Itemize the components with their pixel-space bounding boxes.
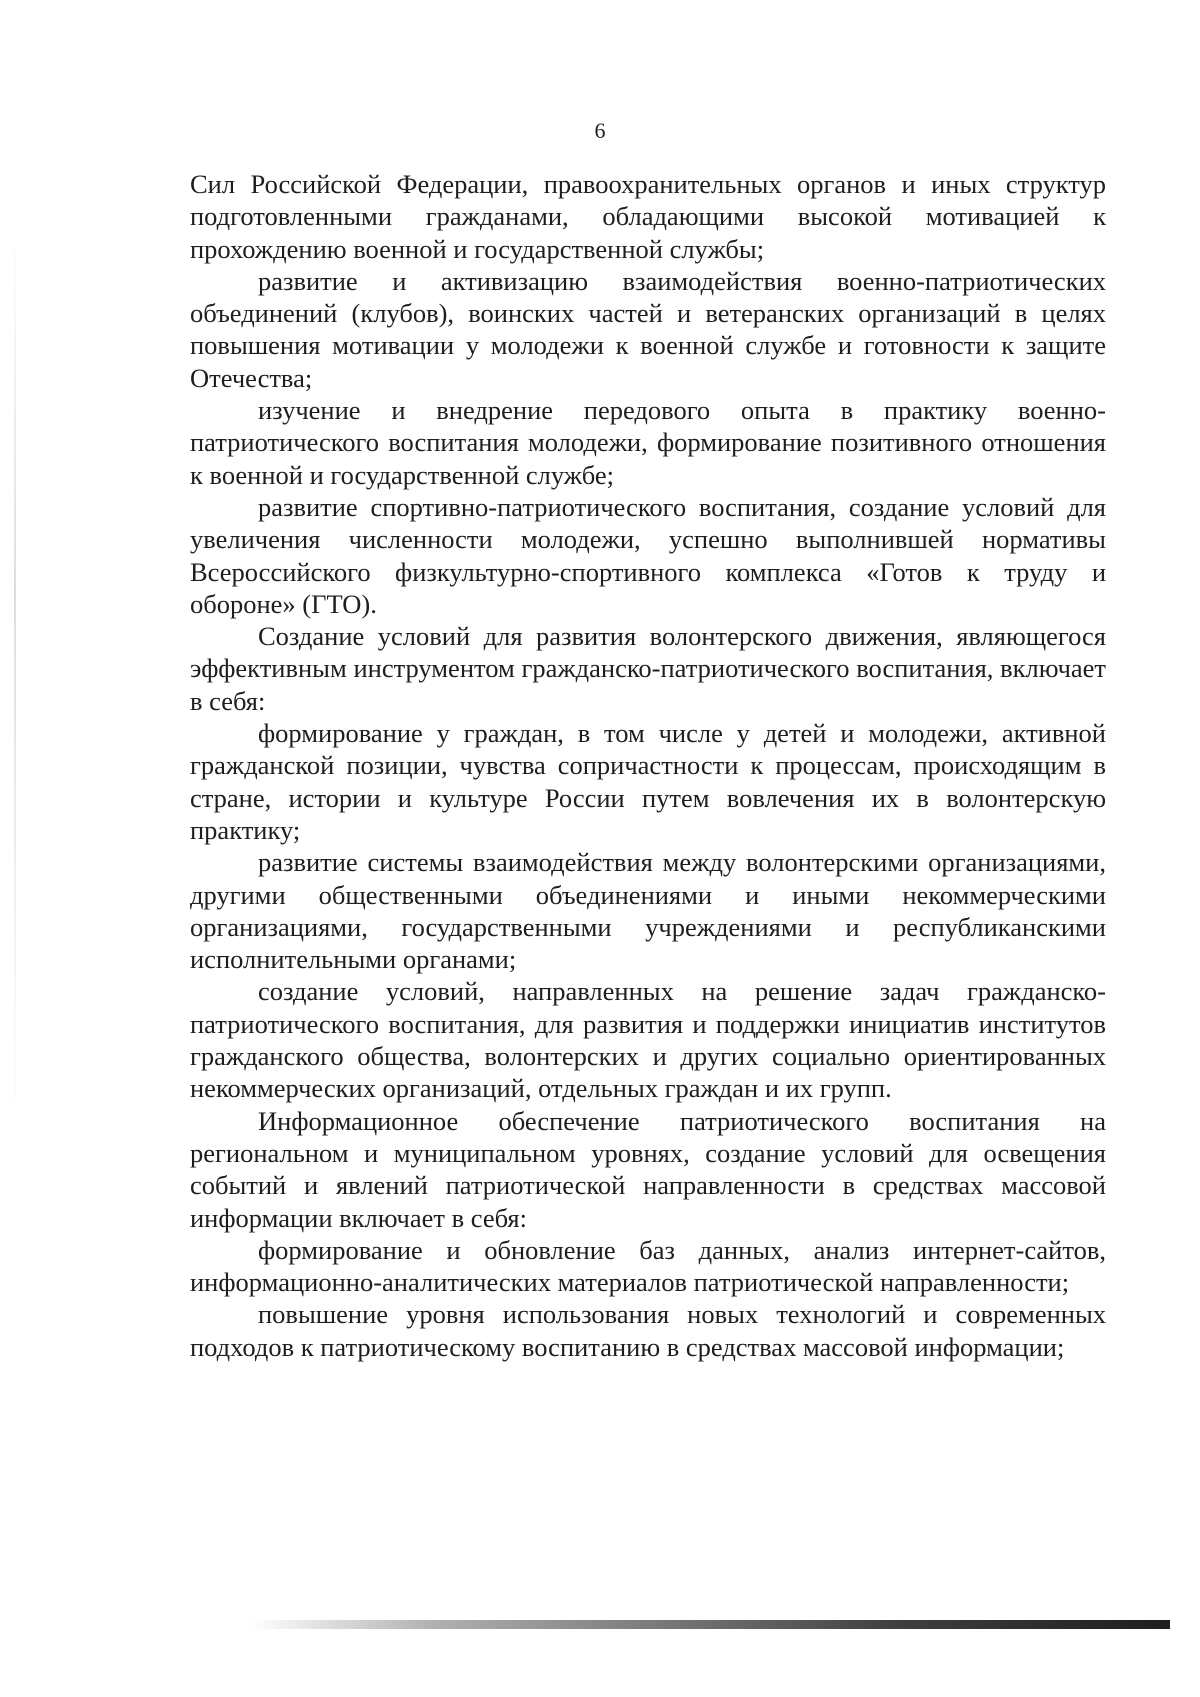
paragraph-best-practices: изучение и внедрение передового опыта в практику военно-патриотического воспитания молодежи, формирование позитивного отношения к военной и государственной службе;: [190, 395, 1106, 490]
scan-shadow-bottom: [250, 1620, 1170, 1629]
paragraph-military-patriotic-interaction: развитие и активизацию взаимодействия военно-патриотических объединений (клубов), воинских частей и ветеранских организаций в целях повышения мотивации у молодежи к военной службе и готовности к защите Отечества;: [190, 265, 1106, 393]
paragraph-information-support: Информационное обеспечение патриотического воспитания на региональном и муниципальном уровнях, создание условий для освещения событий и явлений патриотической направленности в средствах массовой информации включает в себя:: [190, 1105, 1106, 1233]
paragraph-databases: формирование и обновление баз данных, анализ интернет-сайтов, информационно-аналитических материалов патриотической направленности;: [190, 1234, 1106, 1298]
paragraph-sport-patriotic: развитие спортивно-патриотического воспитания, создание условий для увеличения численности молодежи, успешно выполнившей нормативы Всероссийского физкультурно-спортивного комплекса «Готов к труду и обороне» (ГТО).: [190, 491, 1106, 619]
paragraph-civil-society: создание условий, направленных на решение задач гражданско-патриотического воспитания, для развития и поддержки инициатив институтов гражданского общества, волонтерских и других социально ориентированных некоммерческих организаций, отдельных граждан и их групп.: [190, 976, 1106, 1104]
scan-shadow-left: [14, 230, 16, 1130]
paragraph-interaction-system: развитие системы взаимодействия между волонтерскими организациями, другими общественными объединениями и иными некоммерческими организациями, государственными учреждениями и республиканскими исполнительными органами;: [190, 847, 1106, 975]
paragraph-civic-position: формирование у граждан, в том числе у детей и молодежи, активной гражданской позиции, чувства сопричастности к процессам, происходящим в стране, истории и культуре России путем вовлечения их в волонтерскую практику;: [190, 718, 1106, 845]
page-number: 6: [594, 118, 606, 143]
paragraph-new-technologies: повышение уровня использования новых технологий и современных подходов к патриотическому воспитанию в средствах массовой информации;: [190, 1299, 1106, 1362]
paragraph-continuation: Сил Российской Федерации, правоохранительных органов и иных структур подготовленными гражданами, обладающими высокой мотивацией к прохождению военной и государственной службы;: [190, 169, 1106, 264]
document-body: [190, 168, 1106, 1363]
paragraph-volunteer-intro: Создание условий для развития волонтерского движения, являющегося эффективным инструментом гражданско-патриотического воспитания, включает в себя:: [190, 621, 1106, 716]
